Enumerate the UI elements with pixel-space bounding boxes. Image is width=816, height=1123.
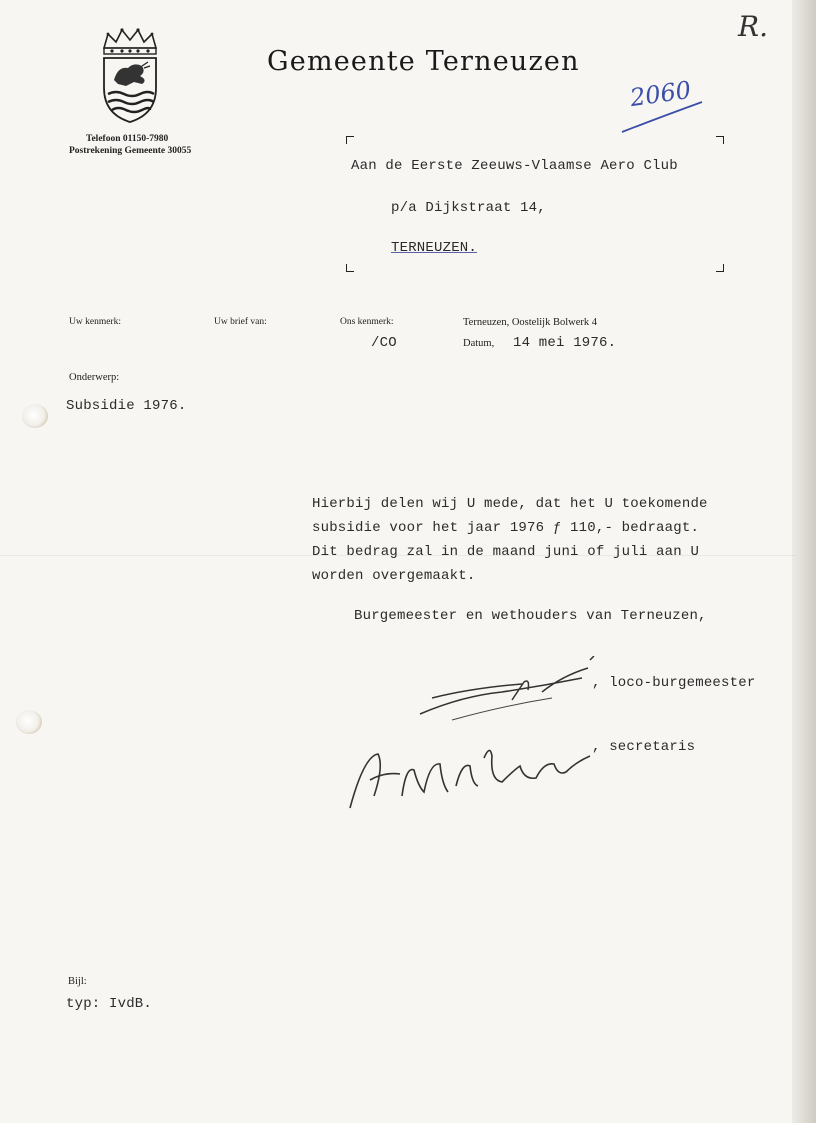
punch-hole-top [22, 404, 48, 428]
body-line-1: Hierbij delen wij U mede, dat het U toekomende [312, 496, 708, 512]
municipality-title: Gemeente Terneuzen [267, 46, 580, 77]
loco-burgemeester-label: , loco-burgemeester [592, 675, 756, 691]
addressee-line-2: p/a Dijkstraat 14, [391, 200, 546, 216]
subject-value: Subsidie 1976. [66, 398, 187, 414]
address-corner-br [716, 264, 724, 272]
address-corner-tl [346, 136, 354, 144]
uw-kenmerk-label: Uw kenmerk: [69, 317, 121, 327]
paper-edge [792, 0, 816, 1123]
closing-line: Burgemeester en wethouders van Terneuzen, [354, 608, 707, 624]
body-line-2: subsidie voor het jaar 1976 ƒ 110,- bedraagt. [312, 520, 700, 536]
address-corner-bl [346, 264, 354, 272]
ons-kenmerk-value: /CO [371, 335, 397, 351]
subject-label: Onderwerp: [69, 372, 120, 383]
postrekening: Postrekening Gemeente 30055 [69, 146, 192, 156]
annotation-underline [618, 96, 708, 136]
annotation-number: 2060 [628, 75, 693, 113]
sender-address: Terneuzen, Oostelijk Bolwerk 4 [463, 317, 597, 328]
address-corner-tr [716, 136, 724, 144]
typist-initials: typ: IvdB. [66, 996, 153, 1012]
loco-burgemeester-signature [412, 656, 602, 726]
datum-value: 14 mei 1976. [513, 335, 617, 351]
addressee-city: TERNEUZEN. [391, 240, 478, 256]
coat-of-arms-icon [98, 26, 162, 124]
telephone: Telefoon 01150-7980 [86, 134, 169, 144]
ons-kenmerk-label: Ons kenmerk: [340, 317, 394, 327]
body-line-3: Dit bedrag zal in de maand juni of juli aan U [312, 544, 700, 560]
punch-hole-bottom [16, 710, 42, 734]
uw-brief-label: Uw brief van: [214, 317, 267, 327]
datum-label: Datum, [463, 338, 495, 349]
bijlagen-label: Bijl: [68, 976, 87, 987]
secretaris-signature [344, 726, 600, 816]
annotation-r: R. [738, 10, 768, 43]
addressee-line-1: Aan de Eerste Zeeuws-Vlaamse Aero Club [351, 158, 678, 174]
secretaris-label: , secretaris [592, 739, 696, 755]
body-line-4: worden overgemaakt. [312, 568, 476, 584]
